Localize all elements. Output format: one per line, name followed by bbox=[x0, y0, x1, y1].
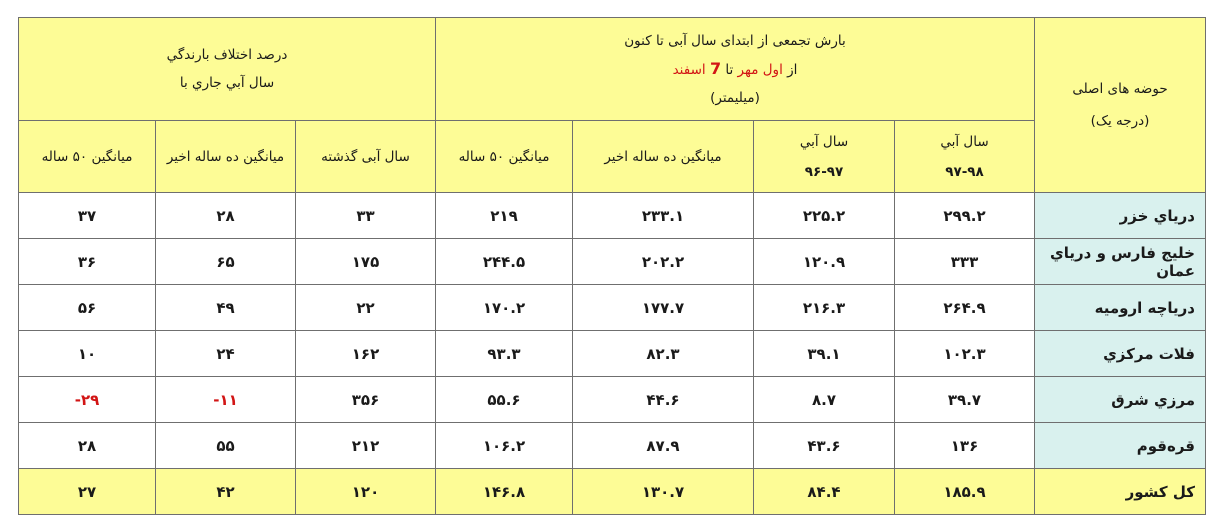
basin-name: درياي خزر bbox=[1035, 193, 1206, 239]
cell-diff-10yr: ۲۴ bbox=[156, 331, 296, 377]
cumulative-prefix: از bbox=[787, 61, 798, 78]
cell-avg-50yr: ۱۷۰.۲ bbox=[436, 285, 573, 331]
basin-name: فلات مرکزي bbox=[1035, 331, 1206, 377]
basin-name: مرزي شرق bbox=[1035, 377, 1206, 423]
diff-group-line1: درصد اختلاف بارندگي bbox=[166, 47, 288, 63]
basin-header bbox=[1035, 18, 1206, 193]
cell-avg-10yr: ۱۷۷.۷ bbox=[573, 285, 754, 331]
cell-avg-50yr: ۲۴۴.۵ bbox=[436, 239, 573, 285]
basin-header-line1: حوضه های اصلی bbox=[1072, 81, 1168, 97]
cell-diff-50yr: ۵۶ bbox=[19, 285, 156, 331]
cell-curr-year: ۱۳۶ bbox=[895, 423, 1035, 469]
cell-prev-year: ۲۱۶.۳ bbox=[754, 285, 895, 331]
cell-curr-year: ۳۳۳ bbox=[895, 239, 1035, 285]
cell-avg-10yr: ۲۰۲.۲ bbox=[573, 239, 754, 285]
total-row bbox=[19, 469, 1206, 515]
col-diff-10yr: میانگین ده ساله اخیر bbox=[156, 121, 296, 193]
total-name: کل کشور bbox=[1035, 469, 1206, 515]
col-avg-10yr: میانگین ده ساله اخیر bbox=[573, 121, 754, 193]
cell-diff-last-year: ۲۱۲ bbox=[296, 423, 436, 469]
cell-avg-10yr: ۸۲.۳ bbox=[573, 331, 754, 377]
cell-prev-year: ۸.۷ bbox=[754, 377, 895, 423]
cell-diff-50yr: ۲۸ bbox=[19, 423, 156, 469]
total-diff-last-year: ۱۲۰ bbox=[296, 469, 436, 515]
basin-name: قره‌قوم bbox=[1035, 423, 1206, 469]
cell-avg-50yr: ۲۱۹ bbox=[436, 193, 573, 239]
cell-avg-50yr: ۱۰۶.۲ bbox=[436, 423, 573, 469]
basin-name: درياچه اروميه bbox=[1035, 285, 1206, 331]
cell-diff-last-year: ۳۳ bbox=[296, 193, 436, 239]
cell-avg-10yr: ۸۷.۹ bbox=[573, 423, 754, 469]
basin-name: خليج فارس و درياي عمان bbox=[1035, 239, 1206, 285]
col-diff-50yr: میانگین ۵۰ ساله bbox=[19, 121, 156, 193]
col-prev-year bbox=[754, 121, 895, 193]
cell-diff-last-year: ۱۶۲ bbox=[296, 331, 436, 377]
cumulative-day: 7 bbox=[709, 58, 722, 78]
cumulative-unit: (میلیمتر) bbox=[710, 89, 760, 106]
cell-curr-year: ۱۰۲.۳ bbox=[895, 331, 1035, 377]
cumulative-line2 bbox=[436, 55, 1034, 84]
cell-avg-50yr: ۵۵.۶ bbox=[436, 377, 573, 423]
basin-header-line2: (درجه یک) bbox=[1090, 113, 1150, 129]
total-avg-50yr: ۱۴۶.۸ bbox=[436, 469, 573, 515]
cell-prev-year: ۳۹.۱ bbox=[754, 331, 895, 377]
cell-prev-year: ۴۳.۶ bbox=[754, 423, 895, 469]
col-prev-year-label: سال آبي bbox=[799, 133, 849, 150]
col-prev-year-value: ۹۶-۹۷ bbox=[804, 163, 844, 180]
col-curr-year-value: ۹۷-۹۸ bbox=[945, 163, 984, 180]
table-row bbox=[19, 285, 1206, 331]
col-curr-year-label: سال آبي bbox=[940, 133, 989, 150]
cell-curr-year: ۳۹.۷ bbox=[895, 377, 1035, 423]
col-curr-year bbox=[895, 121, 1035, 193]
cumulative-group-header bbox=[436, 18, 1035, 121]
cell-diff-50yr: -۲۹ bbox=[19, 377, 156, 423]
cell-diff-50yr: ۳۷ bbox=[19, 193, 156, 239]
total-curr-year: ۱۸۵.۹ bbox=[895, 469, 1035, 515]
table-row bbox=[19, 239, 1206, 285]
cumulative-from: اول مهر bbox=[737, 61, 783, 78]
total-diff-50yr: ۲۷ bbox=[19, 469, 156, 515]
cell-diff-10yr: -۱۱ bbox=[156, 377, 296, 423]
cell-diff-10yr: ۵۵ bbox=[156, 423, 296, 469]
cell-diff-50yr: ۳۶ bbox=[19, 239, 156, 285]
cell-diff-10yr: ۴۹ bbox=[156, 285, 296, 331]
cell-prev-year: ۱۲۰.۹ bbox=[754, 239, 895, 285]
cell-curr-year: ۲۶۴.۹ bbox=[895, 285, 1035, 331]
total-prev-year: ۸۴.۴ bbox=[754, 469, 895, 515]
cell-avg-50yr: ۹۳.۳ bbox=[436, 331, 573, 377]
cell-curr-year: ۲۹۹.۲ bbox=[895, 193, 1035, 239]
rainfall-table bbox=[18, 17, 1206, 515]
cumulative-mid: تا bbox=[725, 61, 734, 78]
diff-group-line2: سال آبي جاري با bbox=[179, 75, 275, 91]
cell-diff-last-year: ۳۵۶ bbox=[296, 377, 436, 423]
cell-avg-10yr: ۴۴.۶ bbox=[573, 377, 754, 423]
total-diff-10yr: ۴۲ bbox=[156, 469, 296, 515]
cell-diff-10yr: ۶۵ bbox=[156, 239, 296, 285]
cell-prev-year: ۲۲۵.۲ bbox=[754, 193, 895, 239]
table-row bbox=[19, 423, 1206, 469]
table-row bbox=[19, 331, 1206, 377]
col-diff-last-year: سال آبی گذشته bbox=[296, 121, 436, 193]
cell-diff-10yr: ۲۸ bbox=[156, 193, 296, 239]
total-avg-10yr: ۱۳۰.۷ bbox=[573, 469, 754, 515]
col-avg-50yr: میانگین ۵۰ ساله bbox=[436, 121, 573, 193]
cell-diff-last-year: ۱۷۵ bbox=[296, 239, 436, 285]
table-row bbox=[19, 193, 1206, 239]
cumulative-month: اسفند bbox=[672, 61, 706, 78]
cell-diff-last-year: ۲۲ bbox=[296, 285, 436, 331]
cell-avg-10yr: ۲۳۳.۱ bbox=[573, 193, 754, 239]
diff-group-header bbox=[19, 18, 436, 121]
cumulative-line1: بارش تجمعی از ابتدای سال آبی تا کنون bbox=[624, 32, 846, 49]
cell-diff-50yr: ۱۰ bbox=[19, 331, 156, 377]
table-row bbox=[19, 377, 1206, 423]
